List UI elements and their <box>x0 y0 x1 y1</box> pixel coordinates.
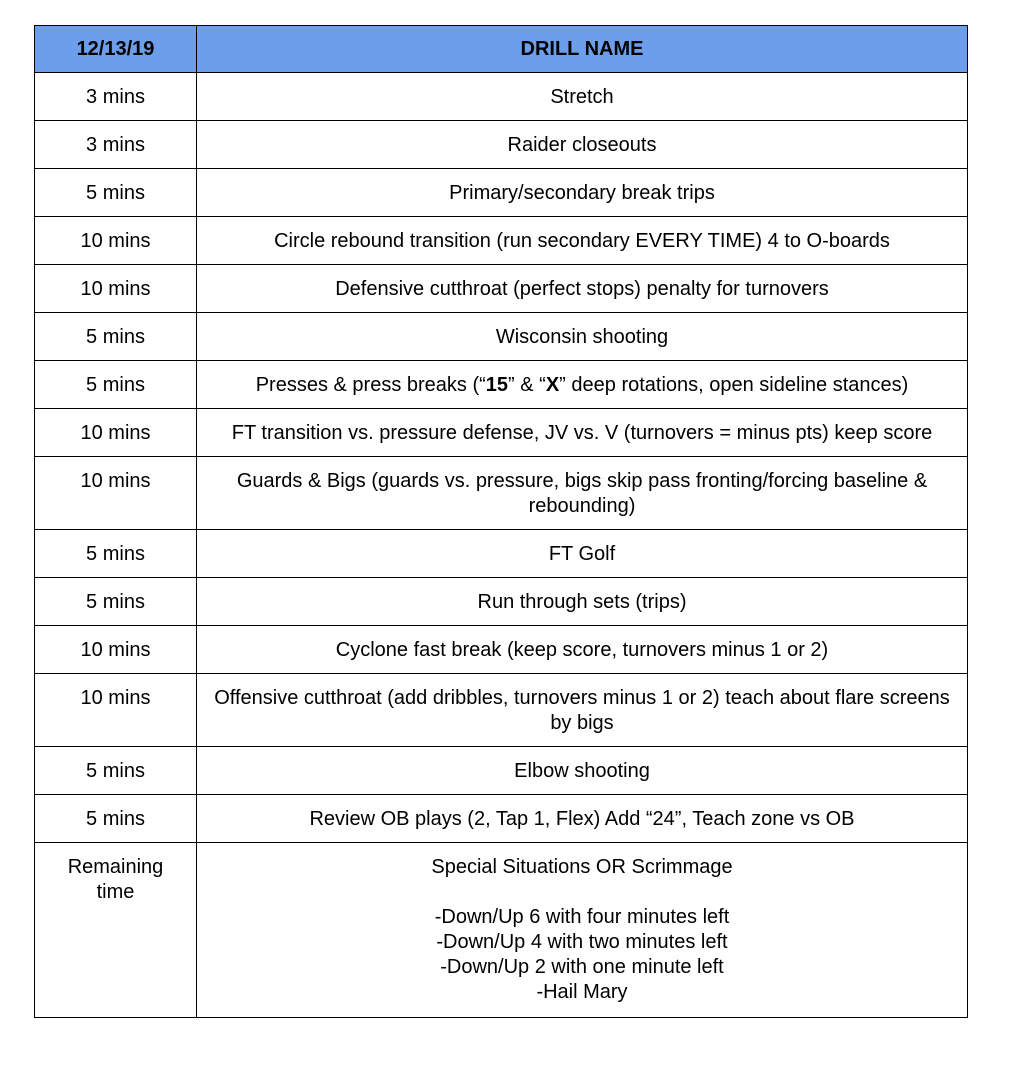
drill-description <box>197 361 968 409</box>
drill-description: Raider closeouts <box>197 121 968 169</box>
drill-time: 5 mins <box>35 747 197 795</box>
special-situations-heading: Special Situations OR Scrimmage <box>431 856 733 878</box>
header-row <box>35 26 968 73</box>
drill-text: ” & “ <box>508 374 546 396</box>
drill-description: Review OB plays (2, Tap 1, Flex) Add “24”, Teach zone vs OB <box>197 795 968 843</box>
table-row <box>35 747 968 795</box>
drill-time: 10 mins <box>35 409 197 457</box>
drill-text: ” deep rotations, open sideline stances) <box>559 374 909 396</box>
drill-text: Presses & press breaks (“ <box>255 374 486 396</box>
table-row <box>35 457 968 530</box>
table-row <box>35 265 968 313</box>
drill-description: Run through sets (trips) <box>197 578 968 626</box>
drill-time: 10 mins <box>35 457 197 530</box>
drill-name-header: DRILL NAME <box>197 26 968 73</box>
table-row <box>35 795 968 843</box>
remaining-time: Remaining time <box>35 843 197 1018</box>
spacer <box>209 880 955 905</box>
drill-description: Stretch <box>197 73 968 121</box>
situation-item: -Hail Mary <box>536 981 628 1003</box>
practice-plan-table <box>34 25 968 1018</box>
drill-description: Primary/secondary break trips <box>197 169 968 217</box>
drill-description: Guards & Bigs (guards vs. pressure, bigs skip pass fronting/forcing baseline & rebounding) <box>197 457 968 530</box>
drill-description: Elbow shooting <box>197 747 968 795</box>
table-row-remaining <box>35 843 968 1018</box>
drill-time: 3 mins <box>35 121 197 169</box>
drill-description: Offensive cutthroat (add dribbles, turnovers minus 1 or 2) teach about flare screens by bigs <box>197 674 968 747</box>
date-header: 12/13/19 <box>35 26 197 73</box>
drill-description: Defensive cutthroat (perfect stops) penalty for turnovers <box>197 265 968 313</box>
drill-time: 10 mins <box>35 217 197 265</box>
drill-time: 5 mins <box>35 169 197 217</box>
table-row <box>35 217 968 265</box>
drill-time: 5 mins <box>35 530 197 578</box>
drill-time: 10 mins <box>35 265 197 313</box>
table-row <box>35 626 968 674</box>
drill-description: FT Golf <box>197 530 968 578</box>
table-row <box>35 578 968 626</box>
drill-emphasis: 15 <box>485 374 509 396</box>
drill-time: 5 mins <box>35 795 197 843</box>
table-row <box>35 530 968 578</box>
drill-description: Wisconsin shooting <box>197 313 968 361</box>
drill-rows <box>35 73 968 1018</box>
drill-time: 5 mins <box>35 313 197 361</box>
drill-description: FT transition vs. pressure defense, JV vs. V (turnovers = minus pts) keep score <box>197 409 968 457</box>
drill-time: 5 mins <box>35 361 197 409</box>
situation-item: -Down/Up 2 with one minute left <box>440 956 724 978</box>
table-row <box>35 169 968 217</box>
table-row <box>35 409 968 457</box>
table-row <box>35 73 968 121</box>
table-row <box>35 121 968 169</box>
drill-time: 3 mins <box>35 73 197 121</box>
drill-emphasis: X <box>545 374 560 396</box>
table-row <box>35 674 968 747</box>
drill-time: 10 mins <box>35 674 197 747</box>
situation-item: -Down/Up 6 with four minutes left <box>434 906 730 928</box>
situation-item: -Down/Up 4 with two minutes left <box>436 931 728 953</box>
special-situations <box>197 843 968 1018</box>
drill-description: Circle rebound transition (run secondary EVERY TIME) 4 to O-boards <box>197 217 968 265</box>
drill-time: 10 mins <box>35 626 197 674</box>
table-row <box>35 313 968 361</box>
drill-description: Cyclone fast break (keep score, turnovers minus 1 or 2) <box>197 626 968 674</box>
table-row <box>35 361 968 409</box>
drill-time: 5 mins <box>35 578 197 626</box>
